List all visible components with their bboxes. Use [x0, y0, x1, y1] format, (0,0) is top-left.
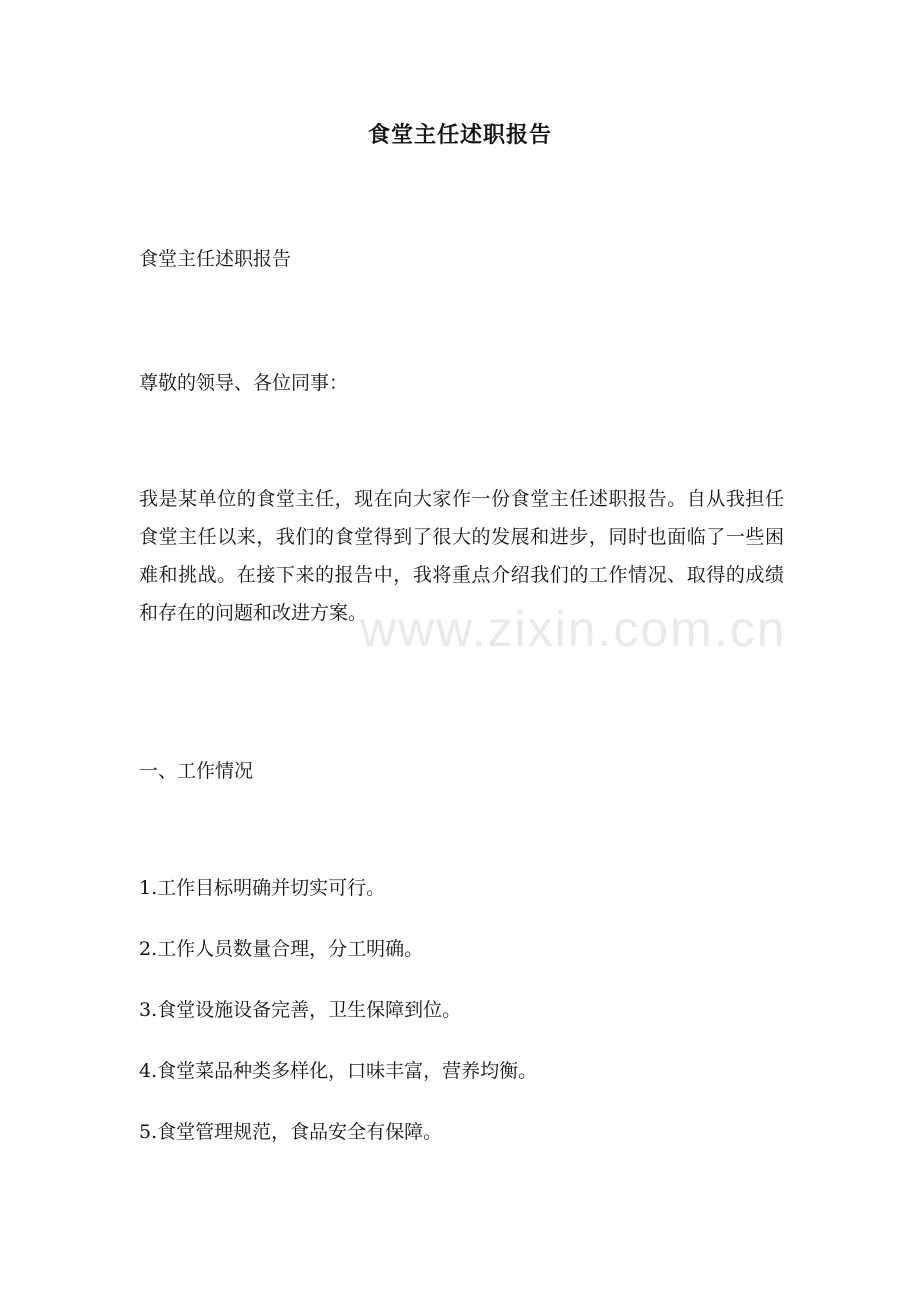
list-item: 4.食堂菜品种类多样化，口味丰富，营养均衡。 — [139, 1060, 538, 1082]
list-item: 2.工作人员数量合理，分工明确。 — [139, 938, 424, 960]
list-item: 3.食堂设施设备完善，卫生保障到位。 — [139, 999, 462, 1021]
intro-paragraph: 我是某单位的食堂主任，现在向大家作一份食堂主任述职报告。自从我担任食堂主任以来，我们的食堂得到了很大的发展和进步，同时也面临了一些困难和挑战。在接下来的报告中，我将重点介绍我们的工作情况、取得的成绩和存在的问题和改进方案。 — [139, 488, 784, 624]
document-title: 食堂主任述职报告 — [367, 122, 552, 148]
watermark: www.zixin.com.cn — [360, 601, 787, 657]
list-item: 1.工作目标明确并切实可行。 — [139, 877, 386, 899]
document-subtitle: 食堂主任述职报告 — [139, 248, 292, 270]
list-item: 5.食堂管理规范，食品安全有保障。 — [139, 1121, 443, 1143]
salutation: 尊敬的领导、各位同事： — [139, 372, 349, 394]
section-heading: 一、工作情况 — [139, 760, 254, 782]
